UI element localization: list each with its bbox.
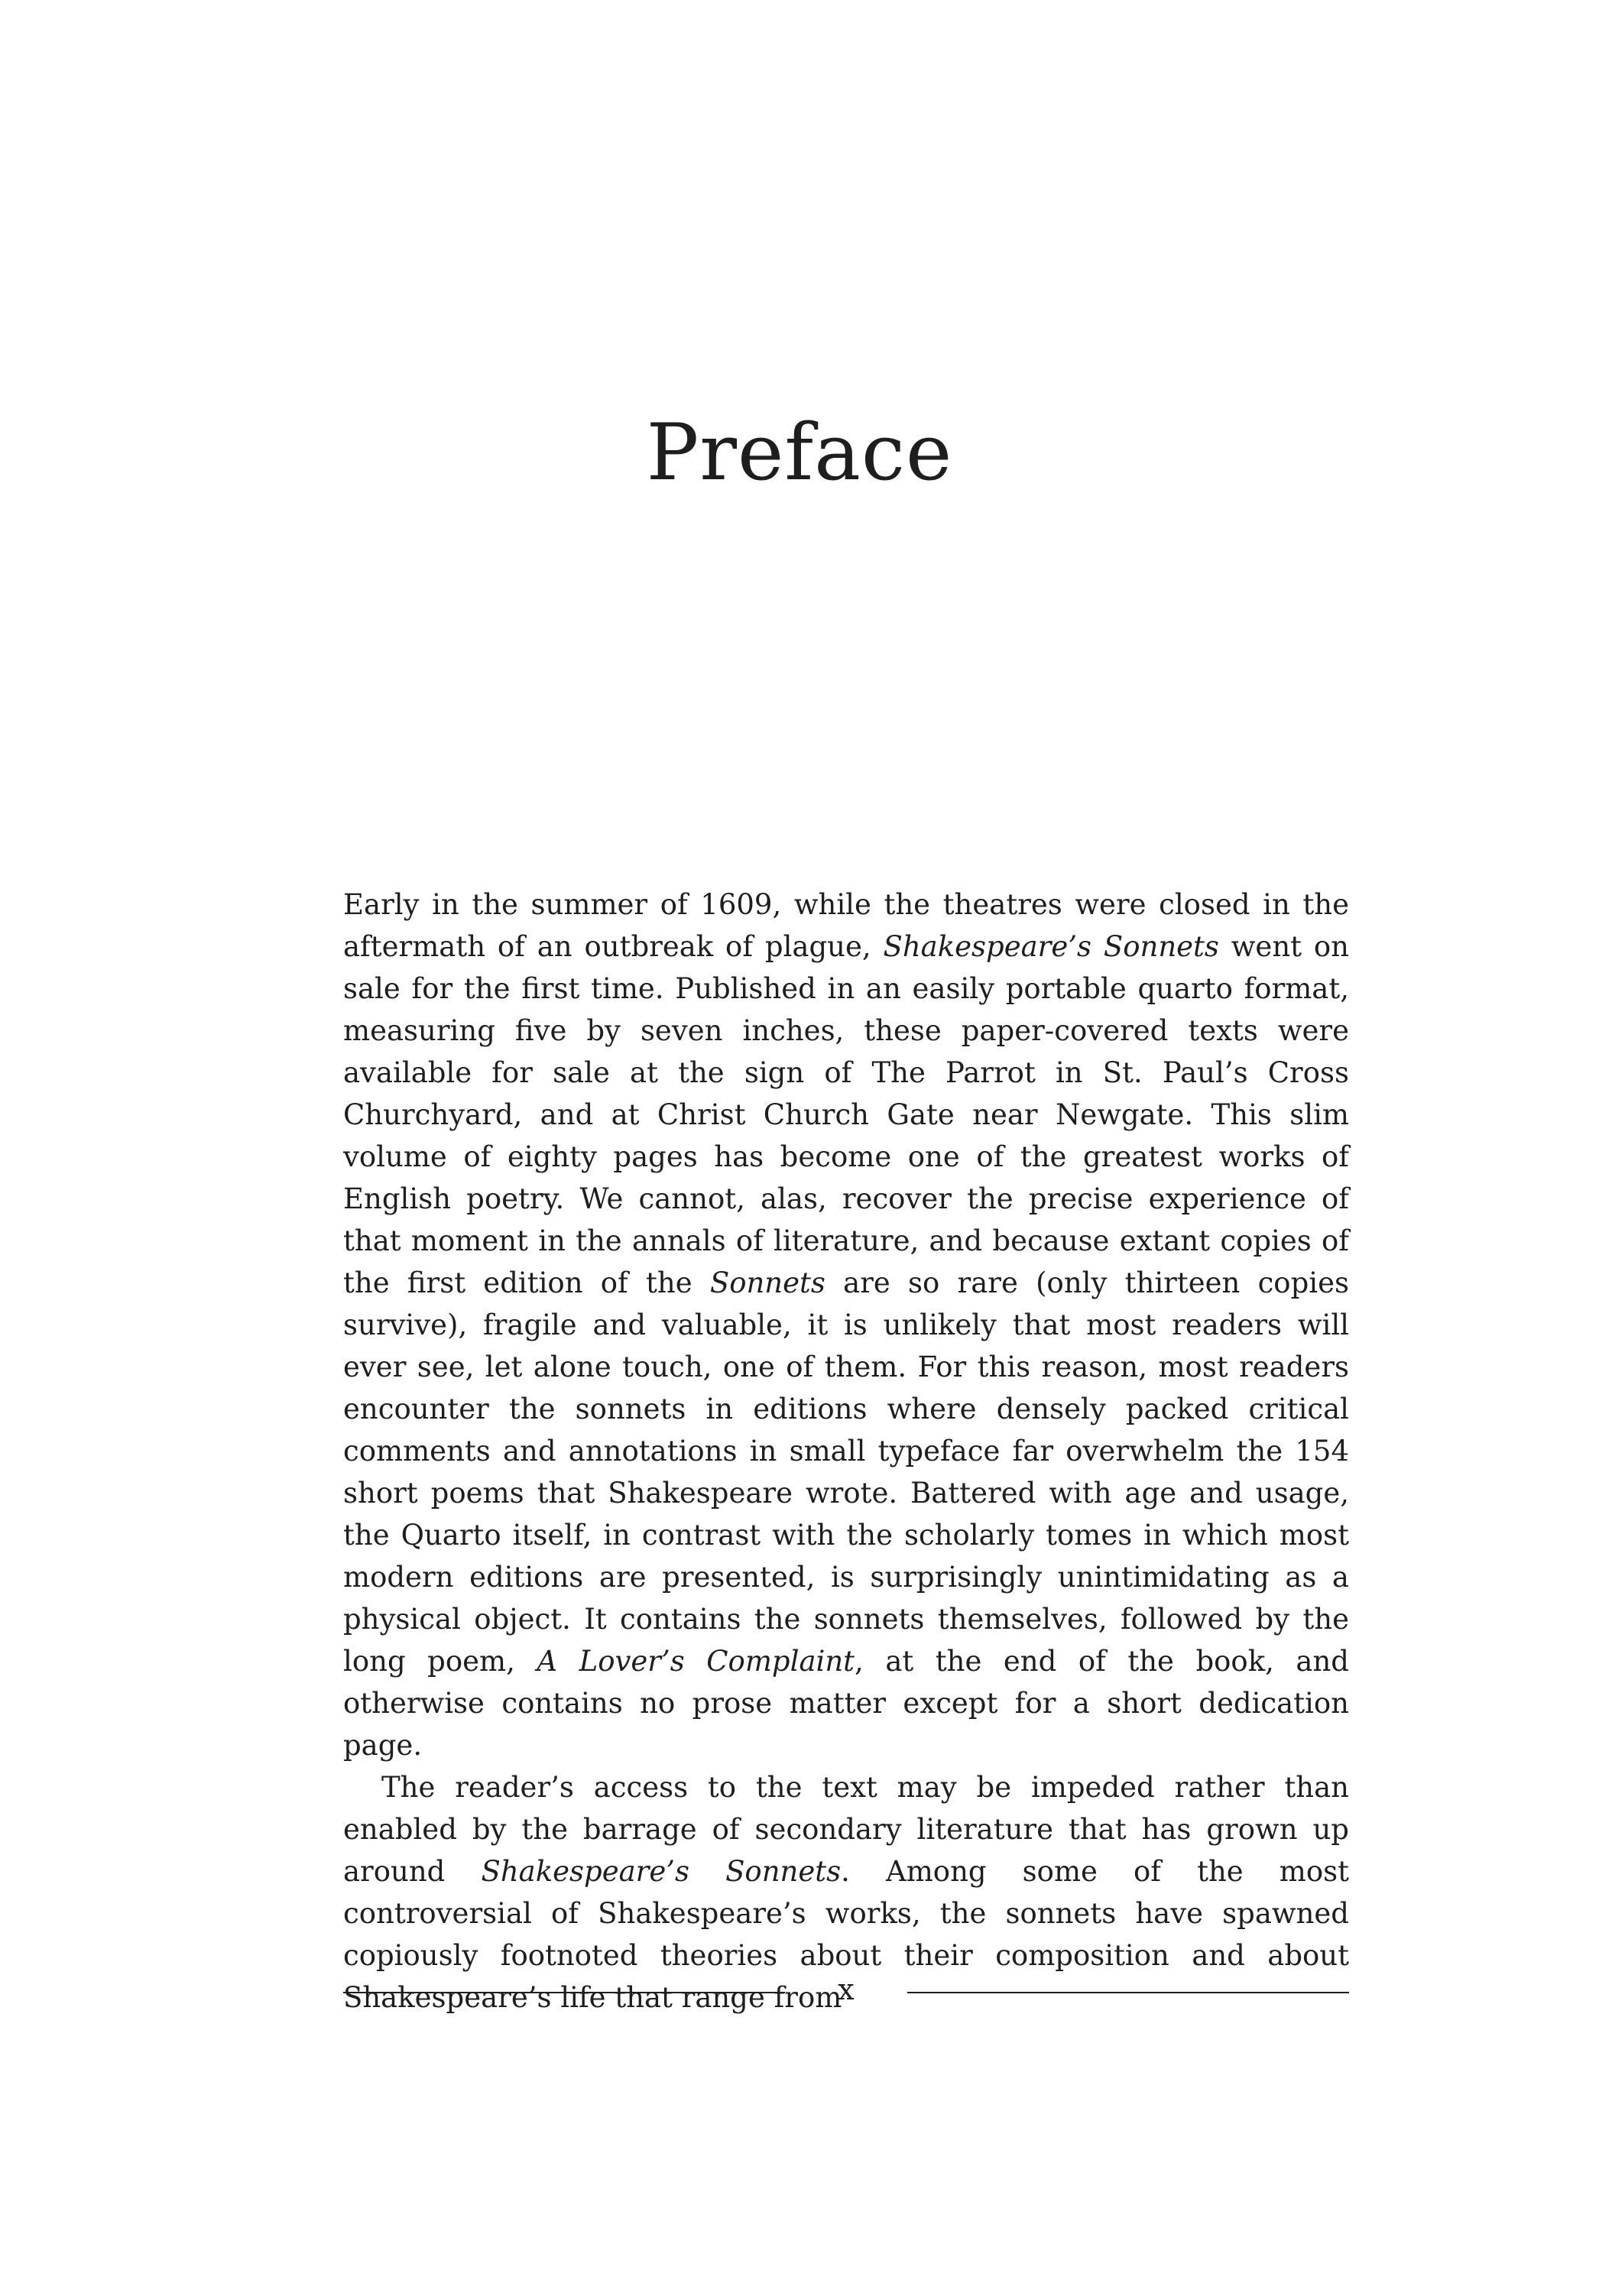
text-segment: went on sale for the first time. Published in an easily portable quarto format, measuring five by seven inches, these paper-covered texts were available for sale at the sign of The Parrot in St. Paul’s Cross Churchyard, and at Christ Church Gate near Newgate. This slim volume of eighty pages has become one of the greatest works of English poetry. We cannot, alas, recover the precise experience of that moment in the annals of literature, and because extant copies of the first edition of the <box>343 930 1349 1299</box>
footer-rule-left <box>343 1992 785 1993</box>
italic-title: A Lover’s Complaint <box>537 1645 855 1678</box>
page-title: Preface <box>646 407 953 498</box>
italic-title: Shakespeare’s Sonnets <box>883 930 1219 963</box>
italic-title: Shakespeare’s Sonnets <box>481 1855 842 1888</box>
text-segment: are so rare (only thirteen copies survive), fragile and valuable, it is unlikely that most readers will ever see, let alone touch, one of them. For this reason, most readers encounter the sonnets in editions where densely packed critical comments and annotations in small typeface far overwhelm the 154 short poems that Shakespeare wrote. Battered with age and usage, the Quarto itself, in contrast with the scholarly tomes in which most modern editions are presented, is surprisingly unintimidating as a physical object. It contains the sonnets themselves, followed by the long poem, <box>343 1266 1349 1678</box>
text-segment: Early in the summer of 1609, while the theatres were closed in the aftermath of an outbreak of plague, <box>343 888 1349 963</box>
text-segment: . Among some of the most controversial of Shakespeare’s works, the sonnets have spawned copiously footnoted theories about their composition and about Shakespeare’s life that range from <box>343 1855 1349 2014</box>
italic-title: Sonnets <box>709 1266 825 1299</box>
page-number: x <box>838 1973 855 2006</box>
text-segment: The reader’s access to the text may be impeded rather than enabled by the barrage of secondary literature that has grown up around <box>343 1771 1349 1888</box>
page-footer <box>343 1970 1349 2013</box>
body-text <box>343 884 1349 2019</box>
footer-rule-right <box>907 1992 1349 1993</box>
paragraph <box>343 884 1349 1766</box>
text-segment: , at the end of the book, and otherwise contains no prose matter except for a short dedication page. <box>343 1645 1349 1762</box>
